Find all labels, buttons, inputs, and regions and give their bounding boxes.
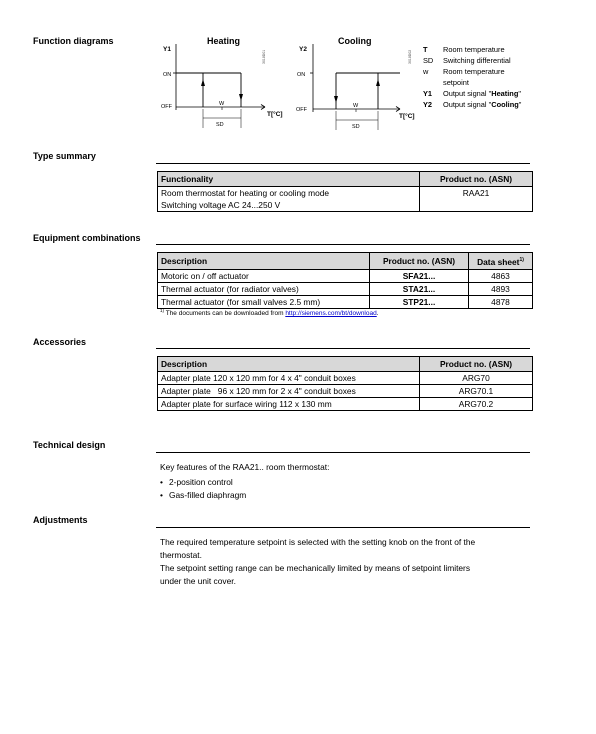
technical-design-intro: Key features of the RAA21.. room thermostat: (160, 462, 330, 472)
table-cell (420, 199, 533, 212)
table-cell: SFA21... (370, 269, 469, 282)
table-row (158, 372, 533, 385)
cooling-w-label: W (353, 103, 359, 109)
table-header-row (158, 172, 533, 187)
table-cell: Adapter plate 120 x 120 mm for 4 x 4" conduit boxes (158, 372, 420, 385)
section-title-equipment: Equipment combinations (33, 233, 141, 243)
section-title-accessories: Accessories (33, 337, 87, 347)
table-header-row (158, 253, 533, 270)
table-header: Description (158, 357, 420, 372)
table-cell: Thermal actuator (for small valves 2.5 mm) (158, 295, 370, 308)
heating-w-label: W (219, 101, 225, 107)
table-cell: Thermal actuator (for radiator valves) (158, 282, 370, 295)
cooling-sd-label: SD (352, 124, 360, 130)
paragraph-line: The required temperature setpoint is selected with the setting knob on the front of the (160, 537, 476, 547)
legend-item: T Room temperature (423, 45, 505, 54)
section-divider (156, 527, 530, 528)
table-row (158, 282, 533, 295)
table-header: Data sheet$^{1)}$ (469, 253, 533, 270)
bullet-icon: • (160, 490, 163, 500)
table-header: Description (158, 253, 370, 270)
table-cell: STA21... (370, 282, 469, 295)
table-cell: Adapter plate 96 x 120 mm for 2 x 4" conduit boxes (158, 385, 420, 398)
table-header: Product no. (ASN) (370, 253, 469, 270)
heating-title: Heating (207, 36, 241, 46)
bullet-icon: • (160, 477, 163, 487)
adjustments-text (160, 536, 530, 588)
section-title-type-summary: Type summary (33, 151, 96, 161)
paragraph-line: under the unit cover. (160, 576, 236, 586)
legend-item: Y2 Output signal "Cooling" (423, 100, 522, 109)
cooling-code: 3018D02 (408, 49, 412, 64)
table-row (158, 295, 533, 308)
section-title-function-diagrams: Function diagrams (33, 36, 114, 46)
cooling-off-label: OFF (296, 107, 307, 113)
cooling-diagram (290, 32, 425, 134)
heating-code: 3018D01 (262, 49, 266, 64)
section-divider (156, 244, 530, 245)
section-divider (156, 348, 530, 349)
paragraph-line: thermostat. (160, 550, 202, 560)
heating-t-axis-label: T[°C] (267, 111, 283, 118)
paragraph-line: The setpoint setting range can be mechanically limited by means of setpoint limiters (160, 563, 471, 573)
section-divider (156, 452, 530, 453)
table-cell: ARG70.1 (420, 385, 533, 398)
legend-item: setpoint (443, 78, 469, 87)
section-title-adjustments: Adjustments (33, 515, 88, 525)
table-cell: STP21... (370, 295, 469, 308)
type-summary-table (157, 171, 533, 212)
table-cell: RAA21 (420, 187, 533, 200)
cooling-on-label: ON (297, 72, 306, 78)
heating-sd-label: SD (216, 122, 224, 128)
table-cell: ARG70 (420, 372, 533, 385)
table-row (158, 269, 533, 282)
heating-off-label: OFF (161, 104, 172, 110)
cooling-title: Cooling (338, 36, 372, 46)
table-cell: Switching voltage AC 24...250 V (158, 199, 420, 212)
list-item: • Gas-filled diaphragm (160, 490, 247, 500)
table-cell: Motoric on / off actuator (158, 269, 370, 282)
cooling-t-axis-label: T[°C] (399, 113, 415, 120)
table-row (158, 199, 533, 212)
table-cell: 4878 (469, 295, 533, 308)
table-row (158, 398, 533, 411)
list-item: • 2-position control (160, 477, 233, 487)
table-header: Product no. (ASN) (420, 357, 533, 372)
table-cell: 4893 (469, 282, 533, 295)
table-row (158, 187, 533, 200)
cooling-y-label: Y2 (299, 46, 307, 53)
equipment-footnote: $^{1)}$ The documents can be downloaded from http://siemens.com/bt/download. (160, 308, 379, 318)
technical-design-text (160, 461, 530, 502)
equipment-table (157, 252, 533, 309)
table-header-row (158, 357, 533, 372)
diagram-legend (423, 45, 588, 115)
table-header: Product no. (ASN) (420, 172, 533, 187)
table-cell: Adapter plate for surface wiring 112 x 130 mm (158, 398, 420, 411)
download-link[interactable]: http://siemens.com/bt/download (285, 310, 377, 318)
heating-y-label: Y1 (163, 46, 171, 53)
section-title-technical-design: Technical design (33, 440, 106, 450)
table-cell: Room thermostat for heating or cooling mode (158, 187, 420, 200)
table-cell: ARG70.2 (420, 398, 533, 411)
table-cell: 4863 (469, 269, 533, 282)
legend-item: Y1 Output signal "Heating" (423, 89, 521, 98)
heating-diagram (155, 32, 290, 132)
accessories-table (157, 356, 533, 411)
table-row (158, 385, 533, 398)
heating-on-label: ON (163, 72, 172, 78)
section-divider (156, 163, 530, 164)
table-header: Functionality (158, 172, 420, 187)
legend-item: SD Switching differential (423, 56, 511, 65)
legend-item: w Room temperature (423, 67, 505, 76)
